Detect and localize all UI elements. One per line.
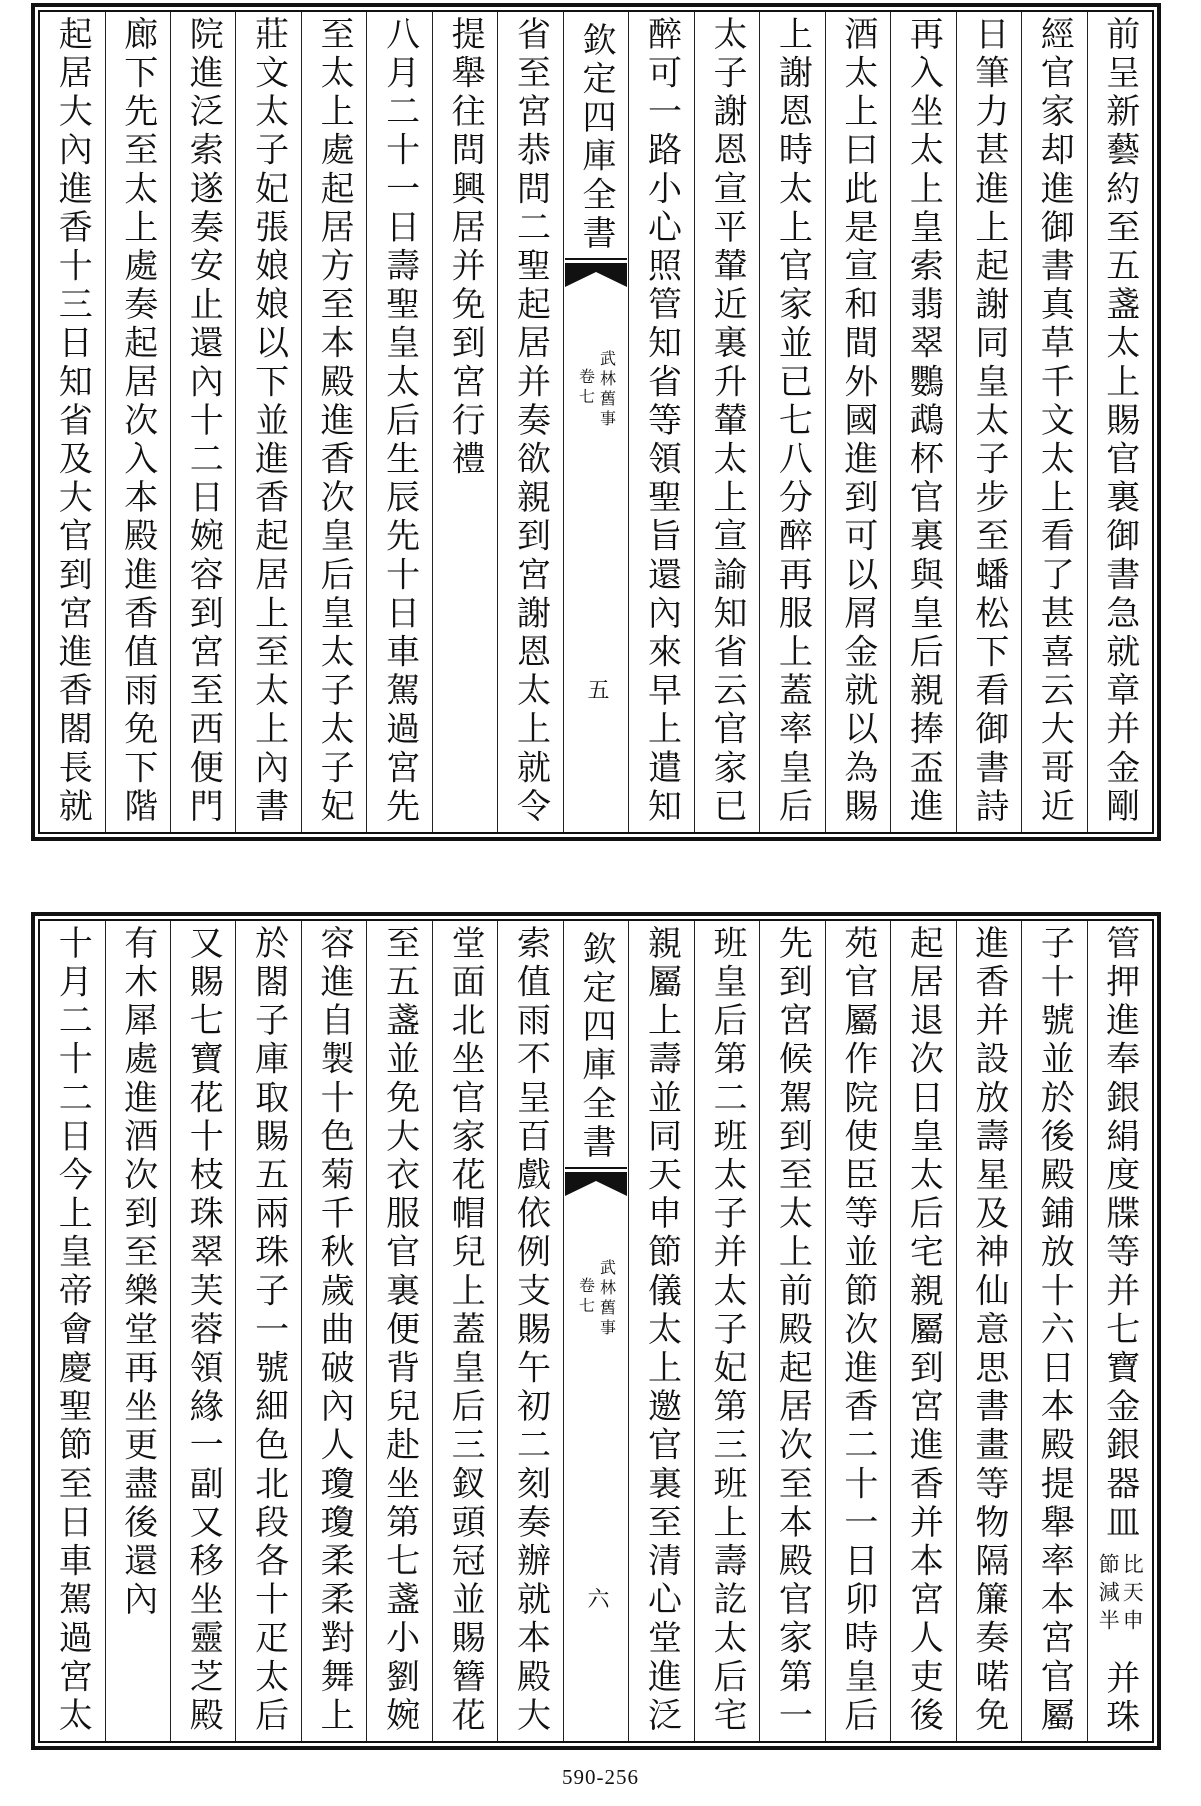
column-text: 再入坐太上皇索翡翠鸚鵡杯官裏與皇后親捧盃進 bbox=[903, 16, 944, 827]
folio-6-column-2 bbox=[1021, 921, 1086, 1741]
folio-5-column-1 bbox=[1087, 12, 1152, 832]
folio-5-column-8 bbox=[628, 12, 693, 832]
column-text: 先到宮候駕到至太上前殿起居次至本殿官家第一 bbox=[772, 925, 813, 1736]
folio-5-column-9 bbox=[497, 12, 562, 832]
folio-6-column-15 bbox=[105, 921, 170, 1741]
folio-5-column-15 bbox=[105, 12, 170, 832]
column-text: 至太上處起居方至本殿進香次皇后皇太子太子妃 bbox=[314, 16, 355, 827]
column-text: 堂面北坐官家花帽兒上蓋皇后三釵頭冠並賜簪花 bbox=[445, 925, 486, 1736]
column-text: 於閤子庫取賜五兩珠子一號細色北段各十疋太后 bbox=[248, 925, 289, 1736]
folio-5-column-11 bbox=[366, 12, 431, 832]
column-text: 索值雨不呈百戲依例支賜午初二刻奏辦就本殿大 bbox=[510, 925, 551, 1736]
column-text: 容進自製十色菊千秋歲曲破內人瓊瓊柔柔對舞上 bbox=[314, 925, 355, 1736]
note-line-right: 比天申 bbox=[1120, 1552, 1145, 1637]
folio-6-column-12 bbox=[301, 921, 366, 1741]
folio-6-column-5 bbox=[825, 921, 890, 1741]
folio-6-column-14 bbox=[170, 921, 235, 1741]
folio-6-column-10 bbox=[432, 921, 497, 1741]
page-number: 590-256 bbox=[562, 1765, 639, 1789]
folio-6-column-7 bbox=[694, 921, 759, 1741]
folio-number: 五 bbox=[584, 678, 610, 700]
folio-5-column-12 bbox=[301, 12, 366, 832]
column-text: 醉可一路小心照管知省等領聖旨還內來早上遣知 bbox=[641, 16, 682, 827]
folio-5-column-2 bbox=[1021, 12, 1086, 832]
folio-5-column-4 bbox=[890, 12, 955, 832]
column-text: 經官家却進御書真草千文太上看了甚喜云大哥近 bbox=[1034, 16, 1075, 827]
column-text: 廊下先至太上處奏起居次入本殿進香值雨免下階 bbox=[117, 16, 158, 827]
folio-5-column-14 bbox=[170, 12, 235, 832]
volume-label: 卷七 bbox=[576, 1277, 596, 1317]
column-text: 十月二十二日今上皇帝會慶聖節至日車駕過宮太 bbox=[52, 925, 93, 1736]
folio-5-column-6 bbox=[759, 12, 824, 832]
column-text: 上謝恩時太上官家並已七八分醉再服上蓋率皇后 bbox=[772, 16, 813, 827]
column-text: 太子謝恩宣平輦近裏升輦太上宣諭知省云官家已 bbox=[706, 16, 747, 827]
column-text: 子十號並於後殿鋪放十六日本殿提舉率本宮官屬 bbox=[1034, 925, 1075, 1736]
column-text: 八月二十一日壽聖皇太后生辰先十日車駕過宮先 bbox=[379, 16, 420, 827]
column-text: 管押進奉銀絹度牒等并七寶金銀器皿 bbox=[1099, 925, 1140, 1543]
folio-6-column-6 bbox=[759, 921, 824, 1741]
column-text: 起居退次日皇太后宅親屬到宮進香并本宮人吏後 bbox=[903, 925, 944, 1736]
folio-5-column-16 bbox=[40, 12, 104, 832]
book-title: 武林舊事 bbox=[597, 350, 617, 430]
column-text: 莊文太子妃張娘娘以下並進香起居上至太上內書 bbox=[248, 16, 289, 827]
folio-number: 六 bbox=[584, 1587, 610, 1609]
folio-6-column-16 bbox=[40, 921, 104, 1741]
folio-6-column-3 bbox=[956, 921, 1021, 1741]
column-text: 提舉往問興居并免到宮行禮 bbox=[445, 16, 486, 480]
folio-6-frame bbox=[38, 919, 1154, 1743]
column-text: 前呈新藝約至五盞太上賜官裏御書急就章并金剛 bbox=[1099, 16, 1140, 827]
interlinear-note bbox=[1096, 1552, 1145, 1637]
column-text: 院進泛索遂奏安止還內十二日婉容到宮至西便門 bbox=[183, 16, 224, 827]
folio-6-panel bbox=[31, 912, 1161, 1750]
column-text: 酒太上曰此是宣和間外國進到可以屑金就以為賜 bbox=[837, 16, 878, 827]
book-label bbox=[578, 350, 615, 430]
book-label bbox=[578, 1259, 615, 1339]
folio-5-frame bbox=[38, 10, 1154, 834]
volume-label: 卷七 bbox=[576, 368, 596, 408]
folio-5-column-10 bbox=[432, 12, 497, 832]
folio-6-column-11 bbox=[366, 921, 431, 1741]
folio-5-column-5 bbox=[825, 12, 890, 832]
fold-column bbox=[563, 12, 628, 832]
column-text: 親屬上壽並同天申節儀太上邀官裏至清心堂進泛 bbox=[641, 925, 682, 1736]
column-text: 日筆力甚進上起謝同皇太子步至蟠松下看御書詩 bbox=[968, 16, 1009, 827]
column-text: 又賜七寶花十枝珠翠芙蓉領緣一副又移坐靈芝殿 bbox=[183, 925, 224, 1736]
folio-6-column-13 bbox=[235, 921, 300, 1741]
column-text: 至五盞並免大衣服官裏便背兒赴坐第七盞小劉婉 bbox=[379, 925, 420, 1736]
column-text: 班皇后第二班太子并太子妃第三班上壽訖太后宅 bbox=[706, 925, 747, 1736]
column-text: 有木犀處進酒次到至樂堂再坐更盡後還內 bbox=[117, 925, 158, 1620]
folio-5-column-3 bbox=[956, 12, 1021, 832]
series-title: 欽定四庫全書 bbox=[576, 931, 617, 1163]
book-title: 武林舊事 bbox=[597, 1259, 617, 1339]
fold-column bbox=[563, 921, 628, 1741]
folio-6-column-4 bbox=[890, 921, 955, 1741]
note-line-left: 節減半 bbox=[1096, 1552, 1121, 1637]
folio-6-column-9 bbox=[497, 921, 562, 1741]
folio-6-column-1 bbox=[1087, 921, 1152, 1741]
column-text: 進香并設放壽星及神仙意思書畫等物隔簾奏喏免 bbox=[968, 925, 1009, 1736]
column-text: 省至宮恭問二聖起居并奏欲親到宮謝恩太上就令 bbox=[510, 16, 551, 827]
folio-5-column-13 bbox=[235, 12, 300, 832]
folio-5-panel bbox=[31, 3, 1161, 841]
folio-6-column-8 bbox=[628, 921, 693, 1741]
fishtail-mark-icon bbox=[565, 258, 627, 288]
column-text: 起居大內進香十三日知省及大官到宮進香閤長就 bbox=[52, 16, 93, 827]
series-title: 欽定四庫全書 bbox=[576, 22, 617, 254]
folio-5-column-7 bbox=[694, 12, 759, 832]
column-text: 苑官屬作院使臣等並節次進香二十一日卯時皇后 bbox=[837, 925, 878, 1736]
fishtail-mark-icon bbox=[565, 1167, 627, 1197]
column-text-tail: 并珠 bbox=[1099, 1659, 1140, 1737]
